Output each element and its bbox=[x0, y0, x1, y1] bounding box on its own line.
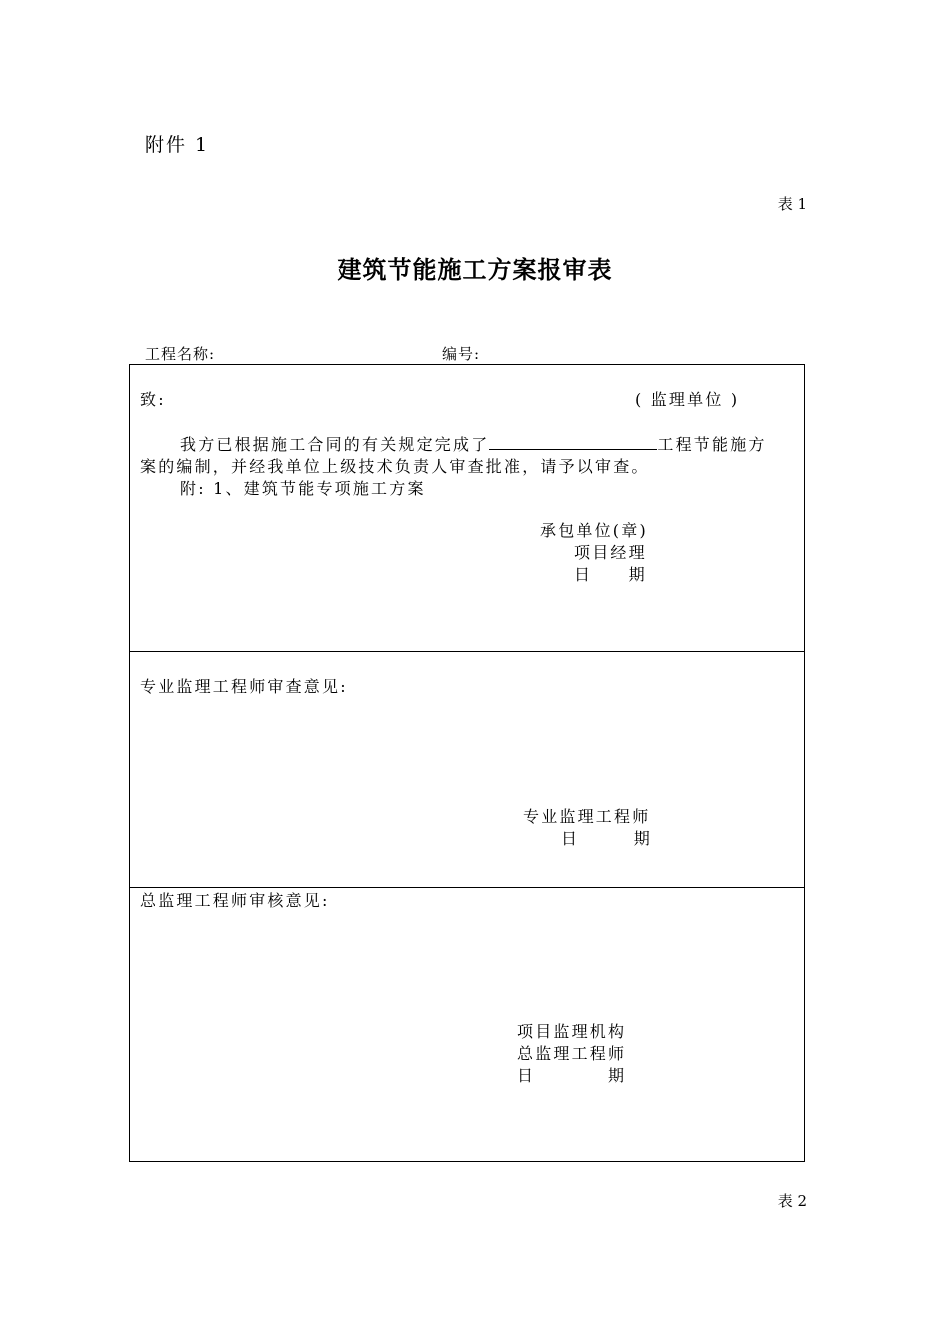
supervision-org-label: 项目监理机构 bbox=[517, 1022, 627, 1041]
serial-number-label: 编号: bbox=[442, 345, 481, 363]
project-manager-label: 项目经理 bbox=[574, 543, 647, 562]
attachment-line: 附: 1、建筑节能专项施工方案 bbox=[180, 479, 426, 498]
engineer-date-label: 日 期 bbox=[561, 829, 653, 848]
contractor-seal-label: 承包单位(章) bbox=[540, 521, 648, 540]
submission-body-line-2: 案的编制，并经我单位上级技术负责人审查批准，请予以审查。 bbox=[140, 457, 650, 476]
project-name-blank[interactable] bbox=[489, 433, 657, 450]
submission-body-before-blank: 我方已根据施工合同的有关规定完成了 bbox=[180, 435, 490, 454]
review-form-table bbox=[129, 364, 805, 1162]
table-number-top: 表 1 bbox=[777, 195, 807, 213]
specialist-engineer-label: 专业监理工程师 bbox=[523, 807, 651, 826]
project-name-label: 工程名称: bbox=[145, 345, 216, 363]
chief-engineer-review-section bbox=[130, 888, 804, 1161]
submission-body-after-blank: 工程节能施方 bbox=[657, 435, 767, 454]
supervision-unit-note: ( 监理单位 ) bbox=[635, 390, 740, 409]
submission-body-line-1 bbox=[180, 433, 767, 456]
to-label: 致: bbox=[140, 390, 166, 409]
attachment-label: 附件 1 bbox=[145, 134, 210, 156]
chief-review-heading: 总监理工程师审核意见: bbox=[140, 891, 330, 910]
table-number-bottom: 表 2 bbox=[777, 1192, 807, 1210]
engineer-review-heading: 专业监理工程师审查意见: bbox=[140, 677, 348, 696]
chief-date-label: 日 期 bbox=[517, 1066, 627, 1085]
date-label: 日 期 bbox=[574, 565, 647, 584]
engineer-review-section bbox=[130, 652, 804, 888]
chief-engineer-label: 总监理工程师 bbox=[517, 1044, 627, 1063]
document-title: 建筑节能施工方案报审表 bbox=[337, 255, 613, 284]
contractor-submission-section bbox=[130, 365, 804, 652]
